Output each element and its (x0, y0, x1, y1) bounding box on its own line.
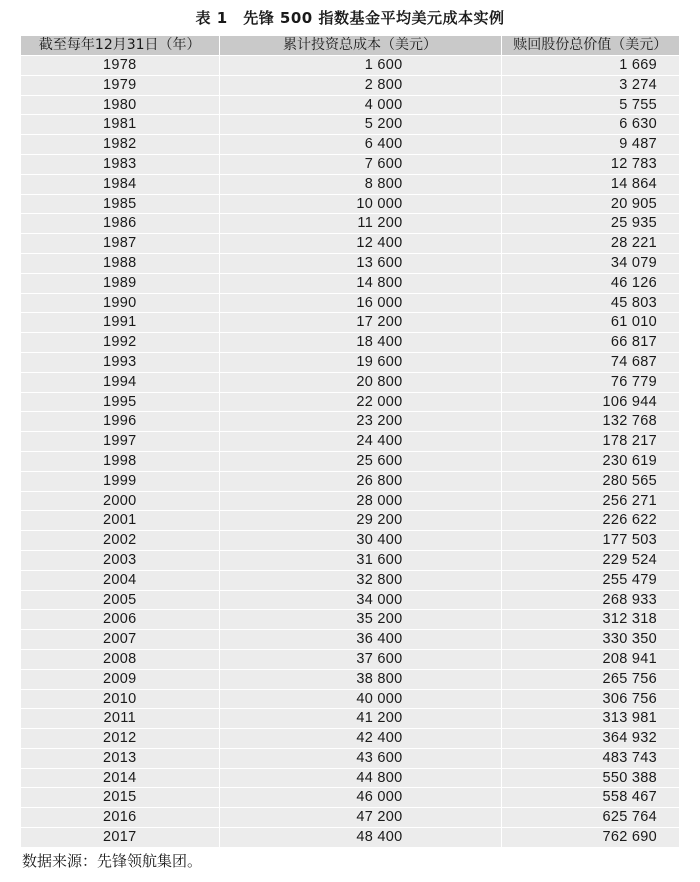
table-row (21, 154, 679, 174)
year-cell: 1993 (21, 352, 219, 372)
total-cost-cell: 36 400 (219, 630, 501, 650)
total-cost-cell: 24 400 (219, 432, 501, 452)
year-cell: 2012 (21, 729, 219, 749)
redemption-value-cell: 177 503 (501, 531, 679, 551)
redemption-value-cell: 625 764 (501, 808, 679, 828)
total-cost-cell: 37 600 (219, 649, 501, 669)
redemption-value-cell: 6 630 (501, 115, 679, 135)
table-row (21, 392, 679, 412)
table-row (21, 293, 679, 313)
table-row (21, 550, 679, 570)
table-row (21, 333, 679, 353)
year-cell: 2011 (21, 709, 219, 729)
redemption-value-cell: 226 622 (501, 511, 679, 531)
redemption-value-cell: 1 669 (501, 56, 679, 76)
source-note: 数据来源：先锋领航集团。 (22, 852, 203, 870)
table-row (21, 471, 679, 491)
redemption-value-cell: 306 756 (501, 689, 679, 709)
redemption-value-cell: 106 944 (501, 392, 679, 412)
table-row (21, 56, 679, 76)
year-cell: 1994 (21, 372, 219, 392)
year-cell: 1990 (21, 293, 219, 313)
year-cell: 2005 (21, 590, 219, 610)
year-cell: 2007 (21, 630, 219, 650)
redemption-value-cell: 558 467 (501, 788, 679, 808)
table-row (21, 313, 679, 333)
year-cell: 2015 (21, 788, 219, 808)
redemption-value-cell: 313 981 (501, 709, 679, 729)
year-cell: 1988 (21, 253, 219, 273)
table-title: 表 1 先锋 500 指数基金平均美元成本实例 (195, 9, 505, 27)
year-cell: 2014 (21, 768, 219, 788)
year-cell: 2008 (21, 649, 219, 669)
redemption-value-cell: 208 941 (501, 649, 679, 669)
table-row (21, 95, 679, 115)
year-cell: 1987 (21, 234, 219, 254)
table-row (21, 214, 679, 234)
total-cost-cell: 44 800 (219, 768, 501, 788)
table-row (21, 590, 679, 610)
year-cell: 1986 (21, 214, 219, 234)
redemption-value-cell: 5 755 (501, 95, 679, 115)
total-cost-cell: 14 800 (219, 273, 501, 293)
table-row (21, 75, 679, 95)
redemption-value-cell: 46 126 (501, 273, 679, 293)
total-cost-cell: 43 600 (219, 748, 501, 768)
redemption-value-cell: 25 935 (501, 214, 679, 234)
redemption-value-cell: 14 864 (501, 174, 679, 194)
total-cost-cell: 31 600 (219, 550, 501, 570)
year-cell: 1991 (21, 313, 219, 333)
total-cost-cell: 34 000 (219, 590, 501, 610)
year-cell: 2010 (21, 689, 219, 709)
total-cost-cell: 26 800 (219, 471, 501, 491)
redemption-value-cell: 364 932 (501, 729, 679, 749)
year-cell: 1999 (21, 471, 219, 491)
year-cell: 1981 (21, 115, 219, 135)
table-row (21, 234, 679, 254)
total-cost-cell: 11 200 (219, 214, 501, 234)
total-cost-cell: 12 400 (219, 234, 501, 254)
table-container (21, 36, 679, 847)
table-row (21, 808, 679, 828)
year-cell: 1979 (21, 75, 219, 95)
redemption-value-cell: 255 479 (501, 570, 679, 590)
total-cost-cell: 17 200 (219, 313, 501, 333)
table-row (21, 768, 679, 788)
year-cell: 2000 (21, 491, 219, 511)
table-row (21, 531, 679, 551)
total-cost-cell: 35 200 (219, 610, 501, 630)
table-row (21, 491, 679, 511)
year-cell: 1984 (21, 174, 219, 194)
year-cell: 1996 (21, 412, 219, 432)
total-cost-cell: 5 200 (219, 115, 501, 135)
redemption-value-cell: 3 274 (501, 75, 679, 95)
total-cost-cell: 46 000 (219, 788, 501, 808)
table-row (21, 511, 679, 531)
redemption-value-cell: 76 779 (501, 372, 679, 392)
year-cell: 1997 (21, 432, 219, 452)
table-row (21, 729, 679, 749)
redemption-value-cell: 28 221 (501, 234, 679, 254)
redemption-value-cell: 9 487 (501, 135, 679, 155)
redemption-value-cell: 61 010 (501, 313, 679, 333)
total-cost-cell: 28 000 (219, 491, 501, 511)
table-row (21, 828, 679, 847)
table-row (21, 372, 679, 392)
table-row (21, 273, 679, 293)
year-cell: 2004 (21, 570, 219, 590)
table-row (21, 253, 679, 273)
year-cell: 1992 (21, 333, 219, 353)
year-cell: 2003 (21, 550, 219, 570)
year-cell: 2013 (21, 748, 219, 768)
total-cost-cell: 23 200 (219, 412, 501, 432)
total-cost-cell: 6 400 (219, 135, 501, 155)
year-cell: 1982 (21, 135, 219, 155)
total-cost-cell: 41 200 (219, 709, 501, 729)
redemption-value-cell: 20 905 (501, 194, 679, 214)
year-cell: 2017 (21, 828, 219, 847)
table-header (21, 36, 679, 56)
total-cost-cell: 7 600 (219, 154, 501, 174)
total-cost-cell: 40 000 (219, 689, 501, 709)
redemption-value-cell: 280 565 (501, 471, 679, 491)
year-cell: 1998 (21, 451, 219, 471)
redemption-value-cell: 74 687 (501, 352, 679, 372)
table-row (21, 709, 679, 729)
total-cost-cell: 8 800 (219, 174, 501, 194)
total-cost-cell: 22 000 (219, 392, 501, 412)
year-cell: 2006 (21, 610, 219, 630)
redemption-value-cell: 12 783 (501, 154, 679, 174)
table-row (21, 135, 679, 155)
redemption-value-cell: 265 756 (501, 669, 679, 689)
year-cell: 1980 (21, 95, 219, 115)
table-row (21, 352, 679, 372)
table-row (21, 788, 679, 808)
header-total-cost: 累计投资总成本（美元） (219, 36, 501, 56)
header-redemption-value: 赎回股份总价值（美元） (501, 36, 679, 56)
total-cost-cell: 30 400 (219, 531, 501, 551)
table-row (21, 194, 679, 214)
total-cost-cell: 42 400 (219, 729, 501, 749)
total-cost-cell: 48 400 (219, 828, 501, 847)
table-row (21, 669, 679, 689)
redemption-value-cell: 268 933 (501, 590, 679, 610)
table-row (21, 630, 679, 650)
redemption-value-cell: 483 743 (501, 748, 679, 768)
table-row (21, 649, 679, 669)
total-cost-cell: 18 400 (219, 333, 501, 353)
redemption-value-cell: 66 817 (501, 333, 679, 353)
data-table (21, 36, 679, 847)
total-cost-cell: 47 200 (219, 808, 501, 828)
table-row (21, 451, 679, 471)
year-cell: 2002 (21, 531, 219, 551)
total-cost-cell: 25 600 (219, 451, 501, 471)
header-year: 截至每年12月31日（年） (21, 36, 219, 56)
redemption-value-cell: 229 524 (501, 550, 679, 570)
year-cell: 2001 (21, 511, 219, 531)
table-row (21, 432, 679, 452)
redemption-value-cell: 45 803 (501, 293, 679, 313)
table-row (21, 748, 679, 768)
redemption-value-cell: 34 079 (501, 253, 679, 273)
table-row (21, 412, 679, 432)
table-row (21, 570, 679, 590)
total-cost-cell: 10 000 (219, 194, 501, 214)
total-cost-cell: 1 600 (219, 56, 501, 76)
year-cell: 1995 (21, 392, 219, 412)
year-cell: 1978 (21, 56, 219, 76)
redemption-value-cell: 312 318 (501, 610, 679, 630)
table-row (21, 689, 679, 709)
table-row (21, 174, 679, 194)
total-cost-cell: 20 800 (219, 372, 501, 392)
total-cost-cell: 13 600 (219, 253, 501, 273)
redemption-value-cell: 550 388 (501, 768, 679, 788)
table-row (21, 115, 679, 135)
year-cell: 1985 (21, 194, 219, 214)
header-row (21, 36, 679, 56)
redemption-value-cell: 132 768 (501, 412, 679, 432)
redemption-value-cell: 762 690 (501, 828, 679, 847)
total-cost-cell: 4 000 (219, 95, 501, 115)
redemption-value-cell: 178 217 (501, 432, 679, 452)
redemption-value-cell: 330 350 (501, 630, 679, 650)
year-cell: 2009 (21, 669, 219, 689)
table-row (21, 610, 679, 630)
total-cost-cell: 32 800 (219, 570, 501, 590)
year-cell: 1983 (21, 154, 219, 174)
total-cost-cell: 16 000 (219, 293, 501, 313)
table-body (21, 56, 679, 847)
redemption-value-cell: 256 271 (501, 491, 679, 511)
redemption-value-cell: 230 619 (501, 451, 679, 471)
total-cost-cell: 2 800 (219, 75, 501, 95)
year-cell: 1989 (21, 273, 219, 293)
year-cell: 2016 (21, 808, 219, 828)
total-cost-cell: 38 800 (219, 669, 501, 689)
total-cost-cell: 29 200 (219, 511, 501, 531)
total-cost-cell: 19 600 (219, 352, 501, 372)
